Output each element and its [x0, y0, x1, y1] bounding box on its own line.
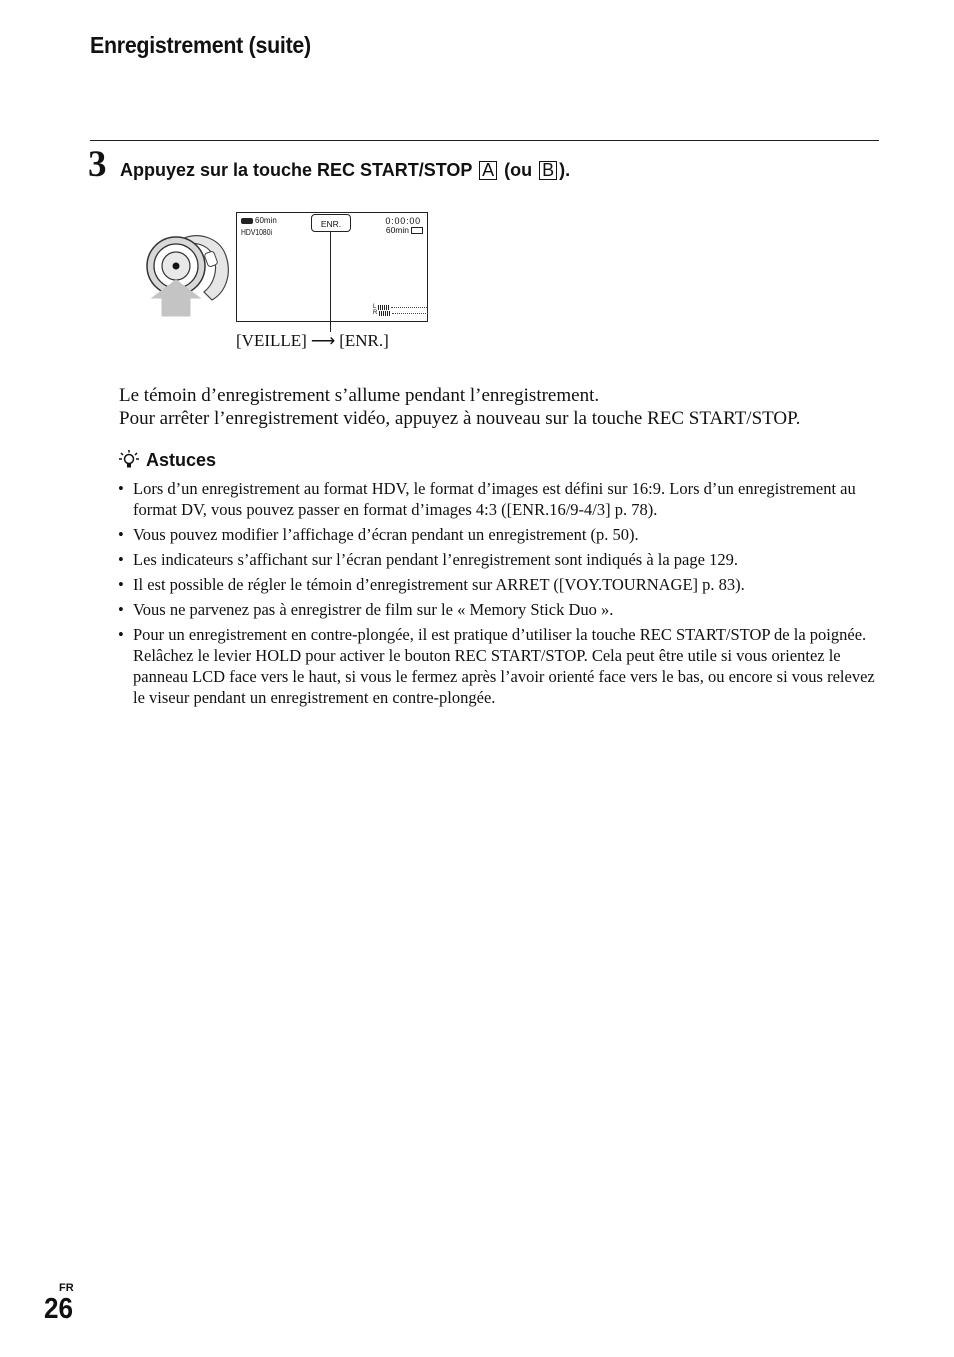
audio-scale-r	[392, 313, 428, 314]
tip-item: • Pour un enregistrement en contre-plongée, il est pratique d’utiliser la touche REC START/STOP de la poignée. Relâchez le levier HOLD pour activer le bouton REC START/STOP. Cela peut être utile si vous orientez le panneau LCD face vers le haut, si vous le fermez après l’avoir orienté face vers le bas, ou encore si vous relevez le viseur pendant un enregistrement en contre-plongée.	[118, 625, 875, 707]
body-line-1: Le témoin d’enregistrement s’allume pendant l’enregistrement.	[119, 385, 600, 406]
label-b-box: B	[539, 161, 557, 180]
lcd-screen	[236, 212, 428, 322]
remaining-time: 60min	[385, 225, 409, 235]
tips-list	[117, 478, 881, 712]
step-number: 3	[88, 144, 107, 185]
audio-scale-l	[391, 307, 427, 308]
step-text-before: Appuyez sur la touche REC START/STOP	[120, 160, 473, 180]
audio-level-meter	[373, 304, 428, 316]
tips-title: Astuces	[146, 449, 217, 470]
arrow-right-icon: ⟶	[310, 331, 336, 350]
remaining-tape	[386, 225, 423, 235]
tip-item: • Vous pouvez modifier l’affichage d’écran pendant un enregistrement (p. 50).	[118, 525, 639, 544]
callout-line	[330, 232, 331, 332]
audio-bar-l	[378, 305, 390, 310]
step-instruction	[120, 160, 570, 181]
battery-time: 60min	[255, 216, 277, 225]
page-number: 26	[44, 1293, 74, 1325]
mode-change-caption	[236, 331, 389, 351]
tips-heading	[118, 449, 216, 471]
battery-icon	[241, 218, 253, 224]
tip-item: • Vous ne parvenez pas à enregistrer de film sur le « Memory Stick Duo ».	[118, 600, 614, 619]
header-rule	[90, 140, 879, 141]
tip-item: • Lors d’un enregistrement au format HDV, le format d’images est défini sur 16:9. Lors d’un enregistrement au format DV, vous pouvez passer en format d’images 4:3 ([ENR.16/9-4/3] p. 78).	[118, 479, 856, 519]
running-header: Enregistrement (suite)	[90, 32, 311, 58]
tape-icon	[411, 227, 423, 234]
caption-to: [ENR.]	[339, 331, 389, 350]
audio-label-r: R	[373, 310, 378, 316]
audio-label-l: L	[373, 304, 377, 310]
tip-item: • Il est possible de régler le témoin d’enregistrement sur ARRET ([VOY.TOURNAGE] p. 83).	[118, 575, 745, 594]
body-line-2: Pour arrêter l’enregistrement vidéo, appuyez à nouveau sur la touche REC START/STOP.	[119, 408, 801, 429]
battery-indicator	[241, 216, 277, 225]
lightbulb-icon	[118, 449, 140, 471]
timecode: 0:00:00	[385, 216, 421, 226]
tip-item: • Les indicateurs s’affichant sur l’écran pendant l’enregistrement sont indiqués à la page 129.	[118, 550, 738, 569]
rec-mode-indicator: ENR.	[311, 214, 351, 232]
step-text-end: ).	[559, 160, 571, 180]
audio-bar-r	[379, 311, 391, 316]
format-indicator: HDV1080i	[241, 228, 272, 237]
label-a-box: A	[479, 161, 497, 180]
caption-from: [VEILLE]	[236, 331, 307, 350]
rec-button-illustration	[140, 226, 232, 318]
language-code: FR	[59, 1282, 74, 1294]
step-text-mid: (ou	[504, 160, 533, 180]
